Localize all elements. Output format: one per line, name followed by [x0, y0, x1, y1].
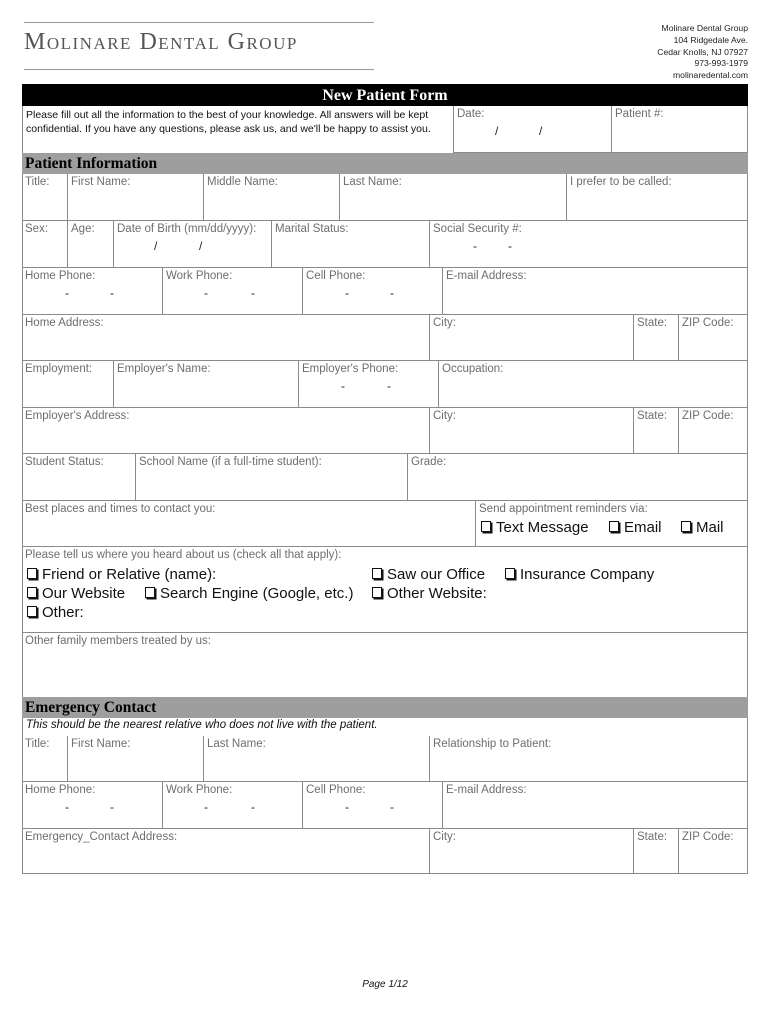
checkbox-icon	[372, 568, 382, 579]
occupation-label: Occupation:	[442, 363, 504, 375]
state-label: State:	[637, 317, 668, 329]
state-label: State:	[637, 410, 668, 422]
age-label: Age:	[71, 223, 95, 235]
date-separator: /	[495, 124, 499, 138]
employer-name-label: Employer's Name:	[117, 363, 211, 375]
referral-website-checkbox[interactable]	[27, 585, 125, 602]
marital-status-label: Marital Status:	[275, 223, 349, 235]
employment-label: Employment:	[25, 363, 93, 375]
preferred-name-label: I prefer to be called:	[570, 176, 672, 188]
option-label: Mail	[696, 519, 724, 536]
referral-search-checkbox[interactable]	[145, 585, 353, 602]
checkbox-icon	[145, 587, 155, 598]
title-label: Title:	[25, 738, 50, 750]
state-label: State:	[637, 831, 668, 843]
date-separator: /	[539, 124, 543, 138]
emergency-home-phone-field[interactable]	[22, 782, 162, 829]
emergency-email-field[interactable]	[442, 782, 748, 829]
home-phone-label: Home Phone:	[25, 784, 96, 796]
address-line: 104 Ridgedale Ave.	[673, 34, 748, 45]
phone-separator: -	[204, 800, 208, 814]
last-name-label: Last Name:	[343, 176, 402, 188]
checkbox-icon	[481, 521, 491, 532]
work-phone-label: Work Phone:	[166, 784, 233, 796]
first-name-label: First Name:	[71, 176, 131, 188]
reminders-label: Send appointment reminders via:	[479, 503, 648, 515]
emergency-state-field[interactable]	[633, 829, 678, 874]
dob-field[interactable]	[113, 221, 271, 268]
zip-label: ZIP Code:	[682, 831, 734, 843]
age-field[interactable]	[67, 221, 113, 268]
home-address-field[interactable]	[22, 315, 429, 361]
employer-phone-field[interactable]	[298, 361, 438, 408]
checkbox-icon	[27, 568, 37, 579]
checkbox-icon	[27, 606, 37, 617]
preferred-name-field[interactable]	[566, 174, 748, 221]
emergency-cell-phone-field[interactable]	[302, 782, 442, 829]
logo-rule-bottom	[24, 69, 374, 70]
emergency-last-name-field[interactable]	[203, 736, 429, 782]
phone-separator: -	[251, 286, 255, 300]
patient-number-label: Patient #:	[615, 108, 664, 120]
reminder-mail-checkbox[interactable]	[681, 519, 724, 536]
school-name-label: School Name (if a full-time student):	[139, 456, 322, 468]
patient-info-heading: Patient Information	[22, 153, 748, 174]
referral-label: Please tell us where you heard about us (check all that apply):	[25, 549, 342, 561]
referral-other-website-checkbox[interactable]	[372, 585, 487, 602]
home-address-label: Home Address:	[25, 317, 104, 329]
checkbox-icon	[681, 521, 691, 532]
cell-phone-label: Cell Phone:	[306, 784, 366, 796]
referral-insurance-checkbox[interactable]	[505, 566, 654, 583]
address-line: Molinare Dental Group	[661, 23, 748, 33]
student-status-label: Student Status:	[25, 456, 104, 468]
employment-field[interactable]	[22, 361, 113, 408]
city-field[interactable]	[429, 315, 633, 361]
reminder-text-checkbox[interactable]	[481, 519, 589, 536]
date-label: Date:	[457, 108, 485, 120]
zip-label: ZIP Code:	[682, 317, 734, 329]
best-contact-label: Best places and times to contact you:	[25, 503, 216, 515]
option-label: Friend or Relative (name):	[42, 566, 217, 583]
first-name-field[interactable]	[67, 174, 203, 221]
grade-field[interactable]	[407, 454, 748, 501]
employer-address-label: Employer's Address:	[25, 410, 130, 422]
phone-separator: -	[341, 379, 345, 393]
ssn-field[interactable]	[429, 221, 748, 268]
practice-address	[657, 23, 748, 82]
school-name-field[interactable]	[135, 454, 407, 501]
zip-field[interactable]	[678, 315, 748, 361]
practice-logo: Molinare Dental Group	[24, 29, 298, 55]
relationship-label: Relationship to Patient:	[433, 738, 552, 750]
option-label: Other:	[42, 604, 84, 621]
dob-separator: /	[154, 239, 158, 253]
last-name-label: Last Name:	[207, 738, 266, 750]
emergency-heading: Emergency Contact	[22, 697, 748, 718]
phone-separator: -	[251, 800, 255, 814]
last-name-field[interactable]	[339, 174, 566, 221]
emergency-note: This should be the nearest relative who does not live with the patient.	[26, 719, 378, 731]
ssn-label: Social Security #:	[433, 223, 522, 235]
email-label: E-mail Address:	[446, 270, 527, 282]
page-number: Page 1/12	[362, 979, 408, 990]
best-contact-field[interactable]	[22, 501, 475, 547]
middle-name-field[interactable]	[203, 174, 339, 221]
employer-city-field[interactable]	[429, 408, 633, 454]
family-members-label: Other family members treated by us:	[25, 635, 211, 647]
emergency-address-field[interactable]	[22, 829, 429, 874]
home-phone-label: Home Phone:	[25, 270, 96, 282]
referral-friend-checkbox[interactable]	[27, 566, 216, 583]
phone-separator: -	[387, 379, 391, 393]
patient-number-field[interactable]	[611, 106, 748, 153]
phone-separator: -	[390, 286, 394, 300]
employer-name-field[interactable]	[113, 361, 298, 408]
checkbox-icon	[609, 521, 619, 532]
option-label: Text Message	[496, 519, 589, 536]
option-label: Other Website:	[387, 585, 487, 602]
phone-separator: -	[110, 800, 114, 814]
city-label: City:	[433, 831, 456, 843]
checkbox-icon	[372, 587, 382, 598]
phone-separator: -	[345, 800, 349, 814]
reminder-email-checkbox[interactable]	[609, 519, 662, 536]
title-label: Title:	[25, 176, 50, 188]
emergency-title-field[interactable]	[22, 736, 67, 782]
cell-phone-label: Cell Phone:	[306, 270, 366, 282]
emergency-zip-field[interactable]	[678, 829, 748, 874]
email-field[interactable]	[442, 268, 748, 315]
cell-phone-field[interactable]	[302, 268, 442, 315]
option-label: Search Engine (Google, etc.)	[160, 585, 354, 602]
sex-field[interactable]	[22, 221, 67, 268]
ssn-separator: -	[473, 239, 477, 253]
title-field[interactable]	[22, 174, 67, 221]
checkbox-icon	[505, 568, 515, 579]
option-label: Saw our Office	[387, 566, 486, 583]
employer-state-field[interactable]	[633, 408, 678, 454]
dob-label: Date of Birth (mm/dd/yyyy):	[117, 223, 257, 235]
middle-name-label: Middle Name:	[207, 176, 278, 188]
marital-status-field[interactable]	[271, 221, 429, 268]
emergency-first-name-field[interactable]	[67, 736, 203, 782]
dob-separator: /	[199, 239, 203, 253]
phone-separator: -	[65, 800, 69, 814]
option-label: Email	[624, 519, 662, 536]
option-label: Insurance Company	[520, 566, 655, 583]
zip-label: ZIP Code:	[682, 410, 734, 422]
employer-address-field[interactable]	[22, 408, 429, 454]
phone-separator: -	[204, 286, 208, 300]
emergency-address-label: Emergency_Contact Address:	[25, 831, 178, 843]
work-phone-field[interactable]	[162, 268, 302, 315]
emergency-work-phone-field[interactable]	[162, 782, 302, 829]
email-label: E-mail Address:	[446, 784, 527, 796]
grade-label: Grade:	[411, 456, 447, 468]
address-line: Cedar Knolls, NJ 07927	[657, 46, 748, 57]
referral-office-checkbox[interactable]	[372, 566, 485, 583]
relationship-field[interactable]	[429, 736, 748, 782]
family-members-field[interactable]	[22, 633, 748, 697]
option-label: Our Website	[42, 585, 126, 602]
emergency-city-field[interactable]	[429, 829, 633, 874]
checkbox-icon	[27, 587, 37, 598]
logo-rule-top	[24, 22, 374, 23]
phone-separator: -	[65, 286, 69, 300]
occupation-field[interactable]	[438, 361, 748, 408]
referral-other-checkbox[interactable]	[27, 604, 84, 621]
phone-separator: -	[390, 800, 394, 814]
ssn-separator: -	[508, 239, 512, 253]
employer-zip-field[interactable]	[678, 408, 748, 454]
city-label: City:	[433, 317, 456, 329]
first-name-label: First Name:	[71, 738, 131, 750]
date-field[interactable]	[453, 106, 611, 153]
phone-separator: -	[110, 286, 114, 300]
address-line: molinaredental.com	[673, 70, 748, 81]
employer-phone-label: Employer's Phone:	[302, 363, 399, 375]
work-phone-label: Work Phone:	[166, 270, 233, 282]
address-line: 973-993-1979	[694, 58, 748, 69]
state-field[interactable]	[633, 315, 678, 361]
student-status-field[interactable]	[22, 454, 135, 501]
phone-separator: -	[345, 286, 349, 300]
city-label: City:	[433, 410, 456, 422]
form-title: New Patient Form	[22, 84, 748, 106]
home-phone-field[interactable]	[22, 268, 162, 315]
sex-label: Sex:	[25, 223, 49, 235]
intro-text: Please fill out all the information to the best of your knowledge. All answers will be kept confidential. If you have any questions, please ask us, and we'll be happy to assist you.	[26, 109, 431, 135]
